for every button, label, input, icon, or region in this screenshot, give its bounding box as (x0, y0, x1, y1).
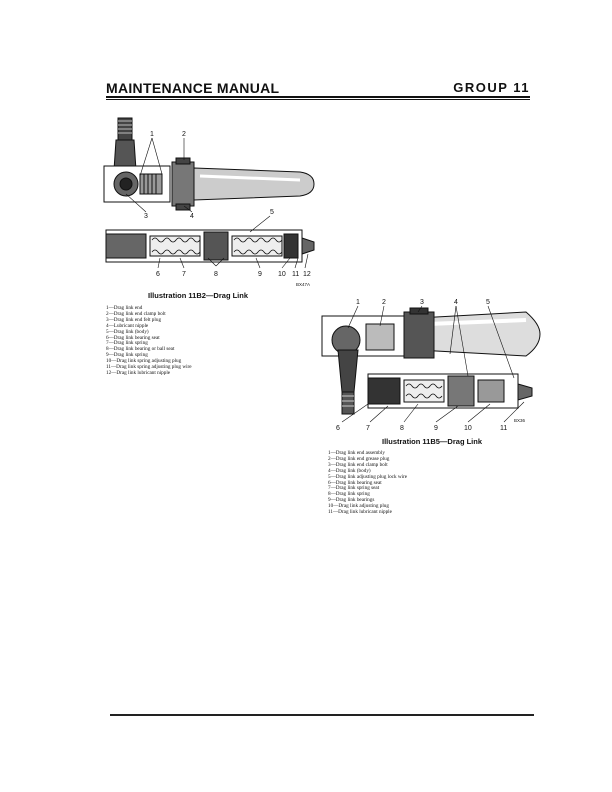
legend-item: 5—Drag link adjusting plug lock wire (328, 473, 408, 480)
legend-item: 2—Drag link end grease plug (328, 455, 390, 462)
callout-6: 6 (156, 271, 160, 278)
legend-item: 1—Drag link end assembly (328, 450, 385, 456)
callout-11: 11 (500, 425, 508, 432)
callout-6: 6 (336, 425, 340, 432)
figure-code: BX36 (514, 418, 526, 423)
legend-item: 7—Drag link spring seat (328, 485, 380, 492)
page-header-group: GROUP 11 (453, 80, 530, 95)
figure2-caption: Illustration 11B5—Drag Link (382, 437, 483, 446)
threaded-stud (114, 118, 136, 170)
legend-item: 5—Drag link (body) (106, 328, 149, 335)
callout-3: 3 (420, 299, 424, 306)
callout-4: 4 (190, 213, 194, 220)
callout-1: 1 (150, 131, 154, 138)
legend-item: 3—Drag link end felt plug (106, 316, 162, 323)
figure2-legend (328, 451, 407, 516)
callout-7: 7 (182, 271, 186, 278)
callout-9: 9 (258, 271, 262, 278)
page-header-title: MAINTENANCE MANUAL (106, 80, 280, 96)
legend-item: 12—Drag link lubricant nipple (106, 369, 171, 376)
legend-item: 10—Drag link adjusting plug (328, 503, 389, 510)
callout-4: 4 (454, 299, 458, 306)
clamp-bolt (172, 158, 194, 210)
legend-item: 2—Drag link end clamp bolt (106, 310, 166, 317)
callout-12: 12 (303, 271, 311, 278)
legend-item: 10—Drag link spring adjusting plug (106, 358, 182, 365)
callout-5: 5 (486, 299, 490, 306)
drag-link-cutaway (368, 374, 532, 408)
legend-item: 4—Lubricant nipple (106, 322, 149, 329)
figure1-caption: Illustration 11B2—Drag Link (148, 291, 249, 300)
callout-2: 2 (382, 299, 386, 306)
callout-8: 8 (400, 425, 404, 432)
callout-11: 11 (292, 271, 300, 278)
legend-item: 11—Drag link spring adjusting plug wire (106, 364, 192, 371)
legend-item: 9—Drag link spring (106, 352, 148, 359)
figure1-legend (106, 306, 192, 377)
drag-link-cutaway (106, 230, 314, 262)
legend-item: 4—Drag link (body) (328, 467, 371, 474)
legend-item: 8—Drag link bearing or ball seat (106, 346, 175, 353)
legend-item: 9—Drag link bearings (328, 497, 375, 504)
callout-2: 2 (182, 131, 186, 138)
drag-link-body (194, 168, 314, 200)
drag-link-end (104, 166, 170, 202)
figure-code: BX47A (296, 282, 311, 287)
legend-item: 1—Drag link end (106, 305, 143, 311)
legend-item: 6—Drag link bearing seat (106, 334, 160, 341)
header-rule-thin (106, 99, 530, 100)
legend-item: 3—Drag link end clamp bolt (328, 461, 388, 468)
drag-link-illustration-11b2 (100, 110, 332, 295)
callout-9: 9 (434, 425, 438, 432)
callout-7: 7 (366, 425, 370, 432)
footer-rule (110, 714, 534, 716)
callout-5: 5 (270, 209, 274, 216)
callout-10: 10 (278, 271, 286, 278)
callout-3: 3 (144, 213, 148, 220)
callout-10: 10 (464, 425, 472, 432)
callout-1: 1 (356, 299, 360, 306)
drag-link-illustration-11b5 (318, 294, 548, 436)
threaded-stud (338, 350, 358, 414)
legend-item: 11—Drag link lubricant nipple (328, 509, 392, 516)
legend-item: 8—Drag link spring (328, 491, 370, 498)
callout-8: 8 (214, 271, 218, 278)
legend-item: 6—Drag link bearing seat (328, 479, 382, 486)
header-rule (106, 96, 530, 98)
legend-item: 7—Drag link spring (106, 340, 148, 347)
